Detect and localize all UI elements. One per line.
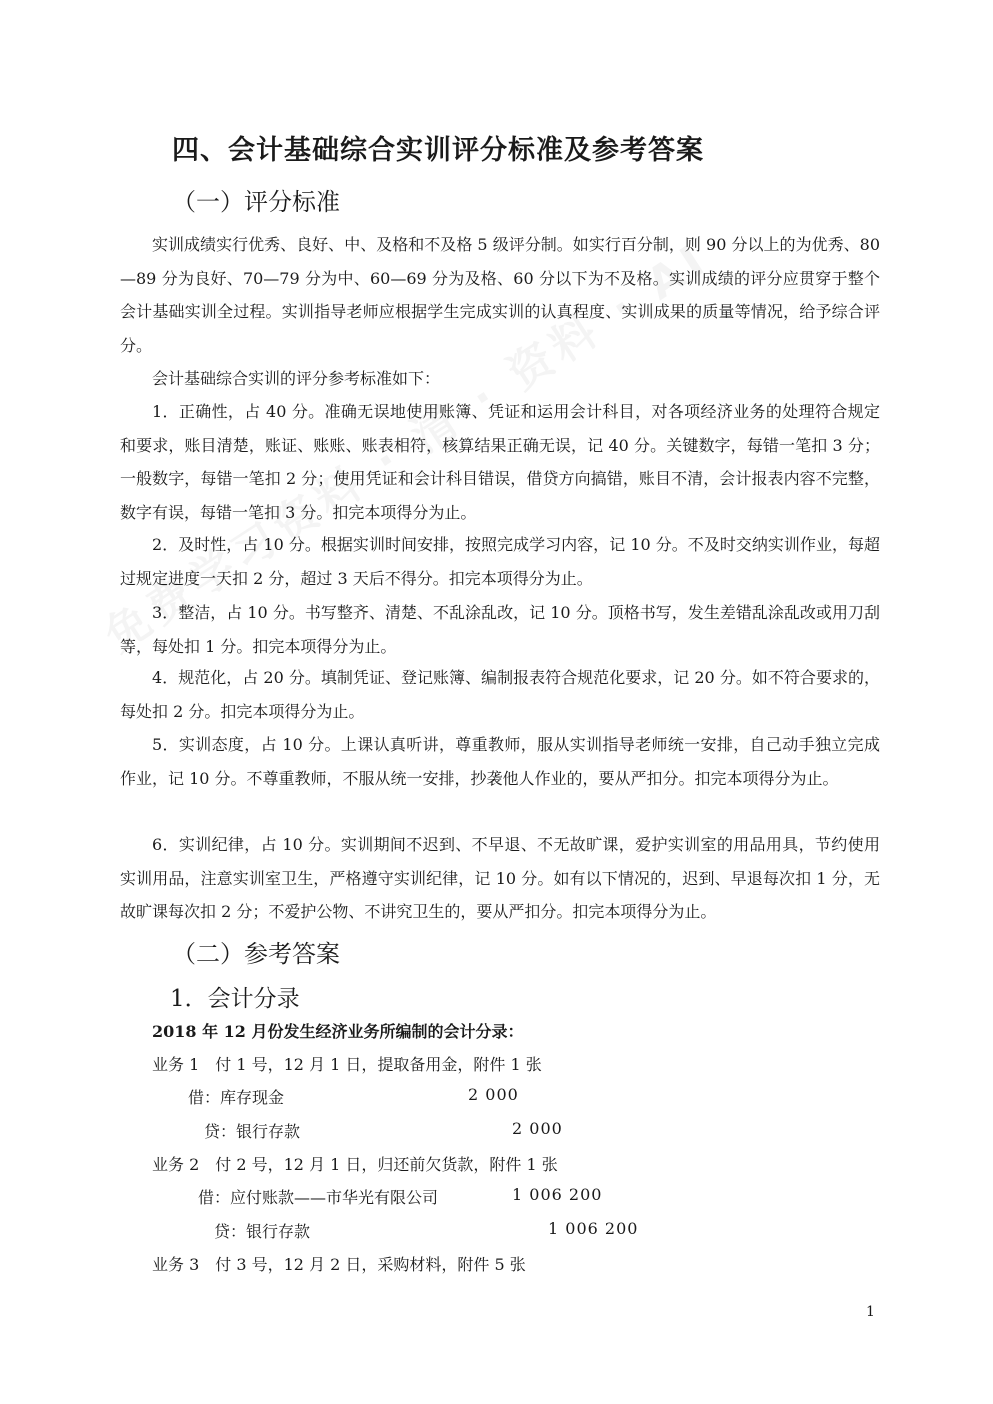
paragraph-intro: 实训成绩实行优秀、良好、中、及格和不及格 5 级评分制。如实行百分制，则 90 分以上的为优秀、80—89 分为良好、70—79 分为中、60—69 分为及格、60 分以下为不及格。实训成绩的评分应贯穿于整个会计基础实训全过程。实训指导老师应根据学生完成实训的认真程度、实训成果的质量等情况，给予综合评分。 — [120, 235, 880, 355]
entry-1-debit-label: 借：库存现金 — [188, 1088, 285, 1107]
subsection-title-answers: （二）参考答案 — [172, 940, 340, 968]
criterion-standardization: 4．规范化，占 20 分。填制凭证、登记账簿、编制报表符合规范化要求，记 20 分。如不符合要求的，每处扣 2 分。扣完本项得分为止。 — [120, 668, 880, 721]
entry-2-debit-label: 借：应付账款——市华光有限公司 — [198, 1188, 439, 1207]
criterion-attitude: 5．实训态度，占 10 分。上课认真听讲，尊重教师，服从实训指导老师统一安排，自己动手独立完成作业，记 10 分。不尊重教师，不服从统一安排，抄袭他人作业的，要从严扣分。扣完本项得分为止。 — [120, 735, 880, 788]
entry-2-debit-amount: 1 006 200 — [512, 1185, 603, 1204]
paragraph-reference: 会计基础综合实训的评分参考标准如下： — [152, 369, 441, 388]
page-number: 1 — [866, 1304, 875, 1320]
section-title: 四、会计基础综合实训评分标准及参考答案 — [172, 135, 704, 166]
criterion-accuracy: 1．正确性，占 40 分。准确无误地使用账簿、凭证和运用会计科目，对各项经济业务的处理符合规定和要求，账目清楚，账证、账账、账表相符，核算结果正确无误，记 40 分。关键数字，每错一笔扣 3 分；一般数字，每错一笔扣 2 分；使用凭证和会计科目错误，借贷方向搞错，账目不清，会计报表内容不完整，数字有误，每错一笔扣 3 分。扣完本项得分为止。 — [120, 402, 880, 522]
entry-2-credit-amount: 1 006 200 — [548, 1219, 639, 1238]
entry-1-credit-label: 贷：银行存款 — [204, 1122, 301, 1141]
entry-3-header: 业务 3 付 3 号，12 月 2 日，采购材料，附件 5 张 — [152, 1255, 526, 1274]
criterion-timeliness: 2．及时性，占 10 分。根据实训时间安排，按照完成学习内容，记 10 分。不及时交纳实训作业，每超过规定进度一天扣 2 分，超过 3 天后不得分。扣完本项得分为止。 — [120, 535, 880, 588]
entry-1-header: 业务 1 付 1 号，12 月 1 日，提取备用金，附件 1 张 — [152, 1055, 542, 1074]
criterion-neatness: 3．整洁，占 10 分。书写整齐、清楚、不乱涂乱改，记 10 分。顶格书写，发生差错乱涂乱改或用刀刮等，每处扣 1 分。扣完本项得分为止。 — [120, 603, 880, 656]
entry-2-credit-label: 贷：银行存款 — [214, 1222, 311, 1241]
entry-2-header: 业务 2 付 2 号，12 月 1 日，归还前欠货款，附件 1 张 — [152, 1155, 558, 1174]
subsection-title-journal: 1．会计分录 — [170, 986, 300, 1012]
subsection-title-criteria: （一）评分标准 — [172, 188, 340, 216]
criterion-discipline: 6．实训纪律，占 10 分。实训期间不迟到、不早退、不无故旷课，爱护实训室的用品用具，节约使用实训用品，注意实训室卫生，严格遵守实训纪律，记 10 分。如有以下情况的，迟到、早退每次扣 1 分，无故旷课每次扣 2 分；不爱护公物、不讲究卫生的，要从严扣分。扣完本项得分为止。 — [120, 835, 880, 921]
entry-1-debit-amount: 2 000 — [468, 1085, 519, 1104]
entries-heading: 2018 年 12 月份发生经济业务所编制的会计分录： — [152, 1022, 524, 1041]
entry-1-credit-amount: 2 000 — [512, 1119, 563, 1138]
